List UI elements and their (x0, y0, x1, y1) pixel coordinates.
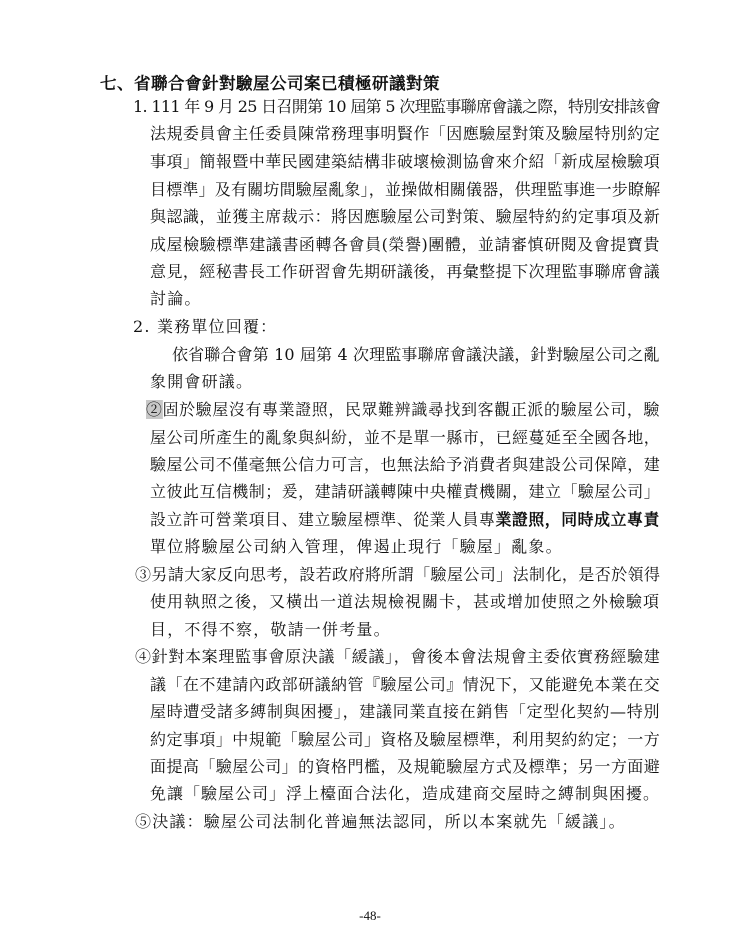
paragraph-3-line: 目，不得不察，敬請一併考量。 (150, 620, 391, 639)
item2-title: 2. 業務單位回覆： (133, 317, 278, 336)
item1-line: 1. 111 年 9 月 25 日召開第 10 屆第 5 次理監事聯席會議之際，特別安排該會 (133, 97, 660, 116)
paragraph-4-line: ④針對本案理監事會原決議「緩議」，會後本會法規會主委依實務經驗建 (135, 647, 661, 666)
page-number: -48- (359, 908, 381, 923)
item1-line: 事項」簡報暨中華民國建築結構非破壞檢測協會來介紹「新成屋檢驗項 (150, 152, 661, 171)
paragraph-3-line: ③另請大家反向思考，設若政府將所謂「驗屋公司」法制化，是否於領得 (135, 565, 661, 584)
paragraph-4-line: 面提高「驗屋公司」的資格門檻，及規範驗屋方式及標準；另一方面避 (150, 757, 661, 776)
paragraph-2-marker: ② (146, 400, 163, 419)
item1-line: 意見，經秘書長工作研習會先期研議後，再彙整提下次理監事聯席會議 (150, 262, 661, 281)
paragraph-4-line: 免讓「驗屋公司」浮上檯面合法化，造成建商交屋時之縛制與困擾。 (150, 784, 661, 803)
paragraph-4-line: 議「在不建請內政部研議納管『驗屋公司』情況下，又能避免本業在交 (150, 675, 661, 694)
item1-line: 法規委員會主任委員陳常務理事明賢作「因應驗屋對策及驗屋特別約定 (150, 124, 661, 143)
paragraph-5-line: ⑤決議：驗屋公司法制化普遍無法認同，所以本案就先「緩議」。 (135, 812, 626, 831)
paragraph-2-line: ②固於驗屋沒有專業證照，民眾難辨識尋找到客觀正派的驗屋公司，驗 (146, 400, 661, 419)
item2-intro-line: 依省聯合會第 10 屆第 4 次理監事聯席會議決議，針對驗屋公司之亂 (172, 345, 660, 364)
paragraph-2-line: 驗屋公司不僅毫無公信力可言，也無法給予消費者與建設公司保障，建 (150, 455, 661, 474)
item1-line: 成屋檢驗標準建議書函轉各會員(榮譽)團體，並請審慎研閱及會提寶貴 (150, 235, 660, 254)
item1-line: 與認識，並獲主席裁示：將因應驗屋公司對策、驗屋特約約定事項及新 (150, 207, 661, 226)
bold-phrase: 業證照，同時成立專責 (495, 510, 660, 529)
paragraph-4-line: 約定事項」中規範「驗屋公司」資格及驗屋標準，利用契約約定；一方 (150, 730, 661, 749)
section-heading: 七、省聯合會針對驗屋公司案已積極研議對策 (100, 74, 440, 93)
item2-intro-line: 象開會研議。 (150, 372, 254, 391)
paragraph-2-line: 屋公司所產生的亂象與糾紛，並不是單一縣市，已經蔓延至全國各地， (150, 428, 661, 447)
paragraph-2-line: 設立許可營業項目、建立驗屋標準、從業人員專業證照，同時成立專責 (150, 510, 660, 529)
item1-line: 討論。 (150, 289, 202, 308)
paragraph-2-line: 立彼此互信機制；爰，建請研議轉陳中央權責機關，建立「驗屋公司」 (150, 482, 661, 501)
paragraph-2-line: 單位將驗屋公司納入管理，俾遏止現行「驗屋」亂象。 (150, 537, 563, 556)
paragraph-4-line: 屋時遭受諸多縛制與困擾」，建議同業直接在銷售「定型化契約—特別 (150, 702, 661, 721)
paragraph-3-line: 使用執照之後，又橫出一道法規檢視關卡，甚或增加使照之外檢驗項 (150, 592, 661, 611)
item1-line: 目標準」及有關坊間驗屋亂象」，並操做相關儀器，供理監事進一步瞭解 (150, 180, 661, 199)
